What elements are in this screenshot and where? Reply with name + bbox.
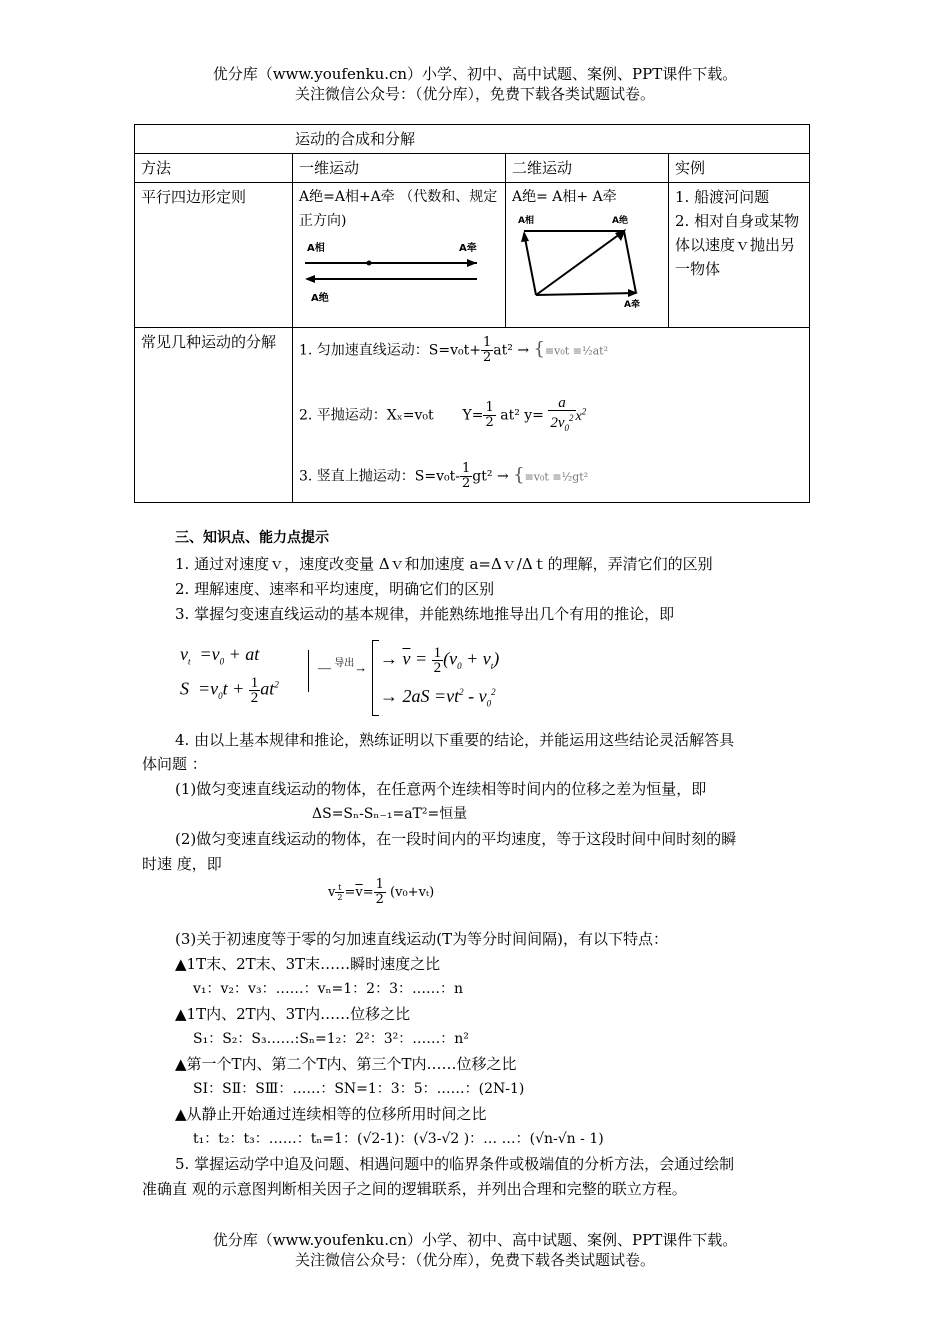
page-footer-line1: 优分库（www.youfenku.cn）小学、初中、高中试题、案例、PPT课件下载。 <box>212 1231 738 1249</box>
row1-example-cell <box>669 183 810 328</box>
decomp-item-2-tail: at² y= <box>500 407 544 424</box>
conclusion-2-line1: (2)做匀变速直线运动的物体，在一段时间内的平均速度，等于这段时间中间时刻的瞬 <box>175 830 737 848</box>
row2-decomposition-cell <box>293 328 810 503</box>
parallelogram-right <box>624 231 636 293</box>
decomp-item-2-y: Y= <box>462 407 484 424</box>
table-title: 运动的合成和分解 <box>135 125 810 154</box>
dot-marker <box>367 261 372 266</box>
conclusion-1: (1)做匀变速直线运动的物体，在任意两个连续相等时间内的位移之差为恒量，即 <box>175 780 707 798</box>
bullet-2: ▲1T内、2T内、3T内……位移之比 <box>175 1005 411 1023</box>
row2-method: 常见几种运动的分解 <box>135 328 293 503</box>
label-a-qian-2d: A牵 <box>624 300 640 309</box>
point-5-line1: 5. 掌握运动学中追及问题、相遇问题中的临界条件或极端值的分析方法，会通过绘制 <box>175 1155 735 1173</box>
conclusion-2-formula: v $\frac{t}{2}$ $=\overline{v}=$ $\frac{1}{2}$ (v₀+vₜ) <box>328 877 435 907</box>
decomp-item-3-label: 3. 竖直上抛运动：S=v₀t- <box>299 468 461 485</box>
point-2: 2. 理解速度、速率和平均速度，明确它们的区别 <box>175 580 495 598</box>
row1-1d-cell <box>293 183 506 328</box>
label-a-jue-2d: A绝 <box>612 216 628 226</box>
bullet-4: ▲从静止开始通过连续相等的位移所用时间之比 <box>175 1105 487 1123</box>
row1-method: 平行四边形定则 <box>135 183 293 328</box>
row1-2d-text: A绝= A相+ A牵 <box>512 189 617 205</box>
row1-1d-text: A绝=A相+A牵 （代数和、规定正方向) <box>299 189 498 229</box>
section-heading: 三、知识点、能力点提示 <box>175 530 329 546</box>
arrow-icon <box>521 231 529 242</box>
derive-label: 导出 <box>334 658 355 669</box>
bullet-2-value: S₁：S₂：S₃……:Sₙ=1₂：2²：3²：……：n² <box>193 1031 469 1047</box>
point-4-line1: 4. 由以上基本规律和推论，熟练证明以下重要的结论，并能运用这些结论灵活解答具 <box>175 731 735 749</box>
label-a-qian-1d: A牵 <box>459 243 477 254</box>
col-header-method: 方法 <box>135 154 293 183</box>
arrow-right-icon <box>467 259 477 267</box>
point-1: 1. 通过对速度ｖ，速度改变量 Δｖ和加速度 a=Δｖ/Δｔ的理解，弄清它们的区别 <box>175 555 713 573</box>
decomp-item-2: 2. 平抛运动：Xₓ=v₀t Y= $\frac{1}{2}$ at² y= $\frac{a}{2v_0^2}$ $x^2$ <box>299 395 587 433</box>
bullet-3: ▲第一个T内、第二个T内、第三个T内……位移之比 <box>175 1055 517 1073</box>
col-header-2d: 二维运动 <box>506 154 669 183</box>
decomp-item-3: 3. 竖直上抛运动：S=v₀t- $\frac{1}{2}$ gt² → {≡v₀t ≡½gt² <box>299 461 589 491</box>
bullet-1: ▲1T末、2T末、3T末……瞬时速度之比 <box>175 955 441 973</box>
motion-composition-table <box>134 124 810 503</box>
col-header-1d: 一维运动 <box>293 154 506 183</box>
example-2: 2. 相对自身或某物体以速度ｖ抛出另一物体 <box>675 212 800 278</box>
decomp-item-3-tail: gt² → <box>472 468 509 485</box>
row1-2d-cell <box>506 183 669 328</box>
arrow-icon <box>628 289 638 297</box>
conclusion-3: (3)关于初速度等于零的匀加速直线运动(T为等分时间间隔)，有以下特点： <box>175 930 668 948</box>
conclusion-2-line2: 时速 度，即 <box>142 855 222 873</box>
decomp-item-2-label: 2. 平抛运动：Xₓ=v₀t <box>299 407 434 424</box>
vector-a-xiang <box>524 233 536 295</box>
page-footer-line2: 关注微信公众号：（优分库），免费下载各类试题试卷。 <box>294 1251 655 1269</box>
two-dim-vector-diagram <box>512 209 652 309</box>
bullet-3-value: SⅠ：SⅡ：SⅢ：……：SN=1：3：5：……：(2N-1) <box>193 1081 525 1097</box>
conclusion-1-formula: ΔS=Sₙ-Sₙ₋₁=aT²=恒量 <box>312 806 468 822</box>
point-4-line2: 体问题 ： <box>142 755 207 773</box>
label-a-jue-1d: A绝 <box>311 293 329 304</box>
decomp-item-1-tail: at² → <box>493 342 530 359</box>
decomp-item-1-label: 1. 匀加速直线运动：S=v₀t+ <box>299 342 482 359</box>
point-3: 3. 掌握匀变速直线运动的基本规律，并能熟练地推导出几个有用的推论，即 <box>175 605 675 623</box>
label-a-xiang-1d: A相 <box>307 243 325 254</box>
point-5-line2: 准确直 观的示意图判断相关因子之间的逻辑联系，并列出合理和完整的联立方程。 <box>142 1180 687 1198</box>
label-a-xiang-2d: A相 <box>518 216 534 226</box>
arrow-left-icon <box>305 275 315 283</box>
vector-a-qian <box>536 293 636 295</box>
conclusion-2-formula-tail: (v₀+vₜ) <box>390 885 435 900</box>
example-1: 1. 船渡河问题 <box>675 188 770 206</box>
bullet-1-value: v₁：v₂：v₃：……：vₙ=1：2：3：……：n <box>193 981 463 997</box>
page-header-line1: 优分库（www.youfenku.cn）小学、初中、高中试题、案例、PPT课件下载。 <box>212 65 738 83</box>
col-header-example: 实例 <box>669 154 810 183</box>
kinematics-formula-block: $v_t =v_0$ + at $S =v_0t$ + $\frac{1}{2}$ $at^2$ — $^{导出}$→ → $\overline{v}$ = $\frac{1}{2}$ $(v_0 + v_t)$ → $2aS =vt^2 - v_0^2$ <box>180 640 740 720</box>
decomp-item-1: 1. 匀加速直线运动：S=v₀t+ $\frac{1}{2}$ at² → {≡v₀t ≡½at² <box>299 335 608 365</box>
bullet-4-value: t₁：t₂：t₃：……：tₙ=1：(√2-1)：(√3-√2 )：… …：(√n-√n - 1) <box>193 1131 604 1147</box>
one-dim-vector-diagram <box>299 239 489 309</box>
vector-a-jue <box>536 231 624 295</box>
page-header-line2: 关注微信公众号：（优分库），免费下载各类试题试卷。 <box>294 85 655 103</box>
